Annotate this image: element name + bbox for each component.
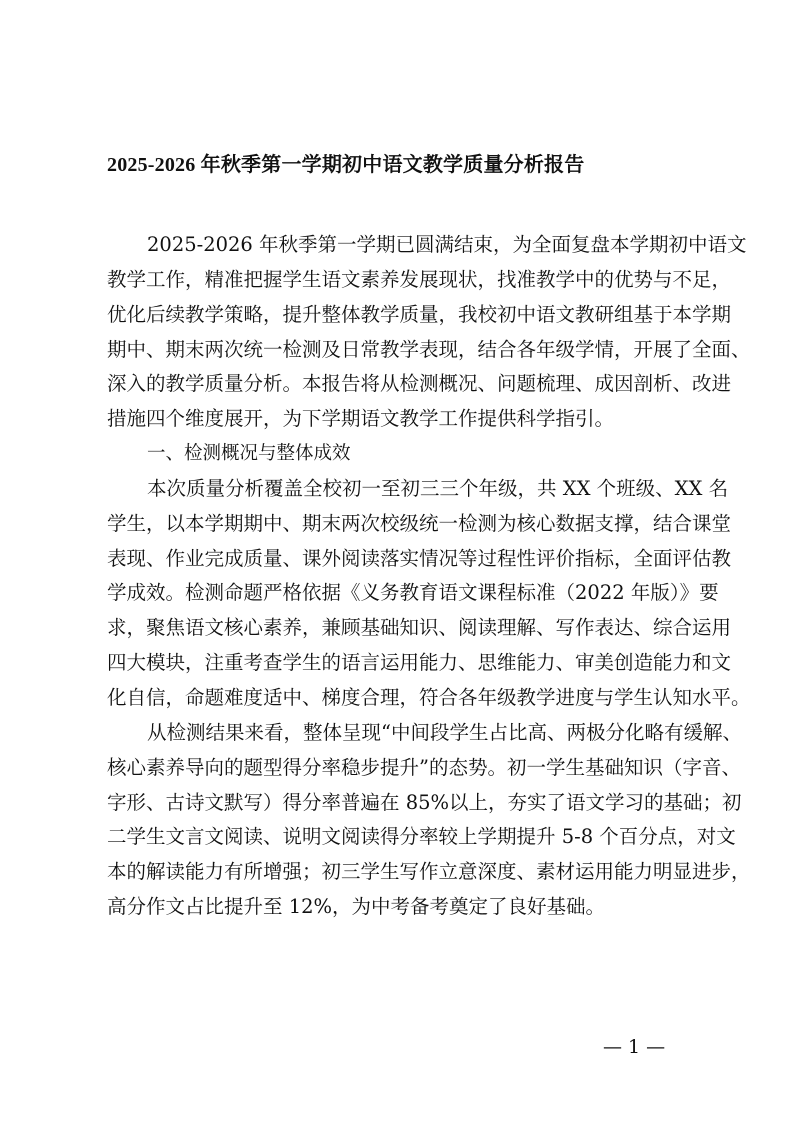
page-number: — 1 — xyxy=(603,1036,666,1058)
results-paragraph xyxy=(107,716,751,925)
text-line: 从检测结果来看，整体呈现“中间段学生占比高、两极分化略有缓解、 xyxy=(147,720,742,744)
overview-paragraph xyxy=(107,472,751,716)
document-body xyxy=(107,228,751,925)
text-line: 教学工作，精准把握学生语文素养发展现状，找准教学中的优势与不足， xyxy=(107,267,732,291)
text-line: 求，聚焦语文核心素养，兼顾基础知识、阅读理解、写作表达、综合运用 xyxy=(107,616,732,640)
text-line: 核心素养导向的题型得分率稳步提升”的态势。初一学生基础知识（字音、 xyxy=(107,755,741,779)
document-title: 2025-2026 年秋季第一学期初中语文教学质量分析报告 xyxy=(107,154,585,176)
section-heading: 一、检测概况与整体成效 xyxy=(147,443,351,465)
text-line: 表现、作业完成质量、课外阅读落实情况等过程性评价指标，全面评估教 xyxy=(107,546,732,570)
text-line: 学成效。检测命题严格依据《义务教育语文课程标准（2022 年版）》要 xyxy=(107,581,719,605)
text-line: 化自信，命题难度适中、梯度合理，符合各年级教学进度与学生认知水平。 xyxy=(107,685,751,709)
text-line: 学生，以本学期期中、期末两次校级统一检测为核心数据支撑，结合课堂 xyxy=(107,511,732,535)
text-line: 措施四个维度展开，为下学期语文教学工作提供科学指引。 xyxy=(107,407,615,431)
text-line: 高分作文占比提升至 12%，为中考备考奠定了良好基础。 xyxy=(107,895,606,919)
text-line: 2025-2026 年秋季第一学期已圆满结束，为全面复盘本学期初中语文 xyxy=(147,233,747,256)
intro-paragraph xyxy=(107,228,751,437)
text-line: 本次质量分析覆盖全校初一至初三三个年级，共 XX 个班级、XX 名 xyxy=(147,476,729,500)
text-line: 本的解读能力有所增强；初三学生写作立意深度、素材运用能力明显进步， xyxy=(107,860,751,884)
text-line: 二学生文言文阅读、说明文阅读得分率较上学期提升 5-8 个百分点，对文 xyxy=(107,825,736,849)
text-line: 优化后续教学策略，提升整体教学质量，我校初中语文教研组基于本学期 xyxy=(107,302,732,326)
text-line: 深入的教学质量分析。本报告将从检测概况、问题梳理、成因剖析、改进 xyxy=(107,372,732,396)
text-line: 期中、期末两次统一检测及日常教学表现，结合各年级学情，开展了全面、 xyxy=(107,337,751,361)
text-line: 字形、古诗文默写）得分率普遍在 85%以上，夯实了语文学习的基础；初 xyxy=(107,790,742,814)
text-line: 四大模块，注重考查学生的语言运用能力、思维能力、审美创造能力和文 xyxy=(107,651,732,675)
